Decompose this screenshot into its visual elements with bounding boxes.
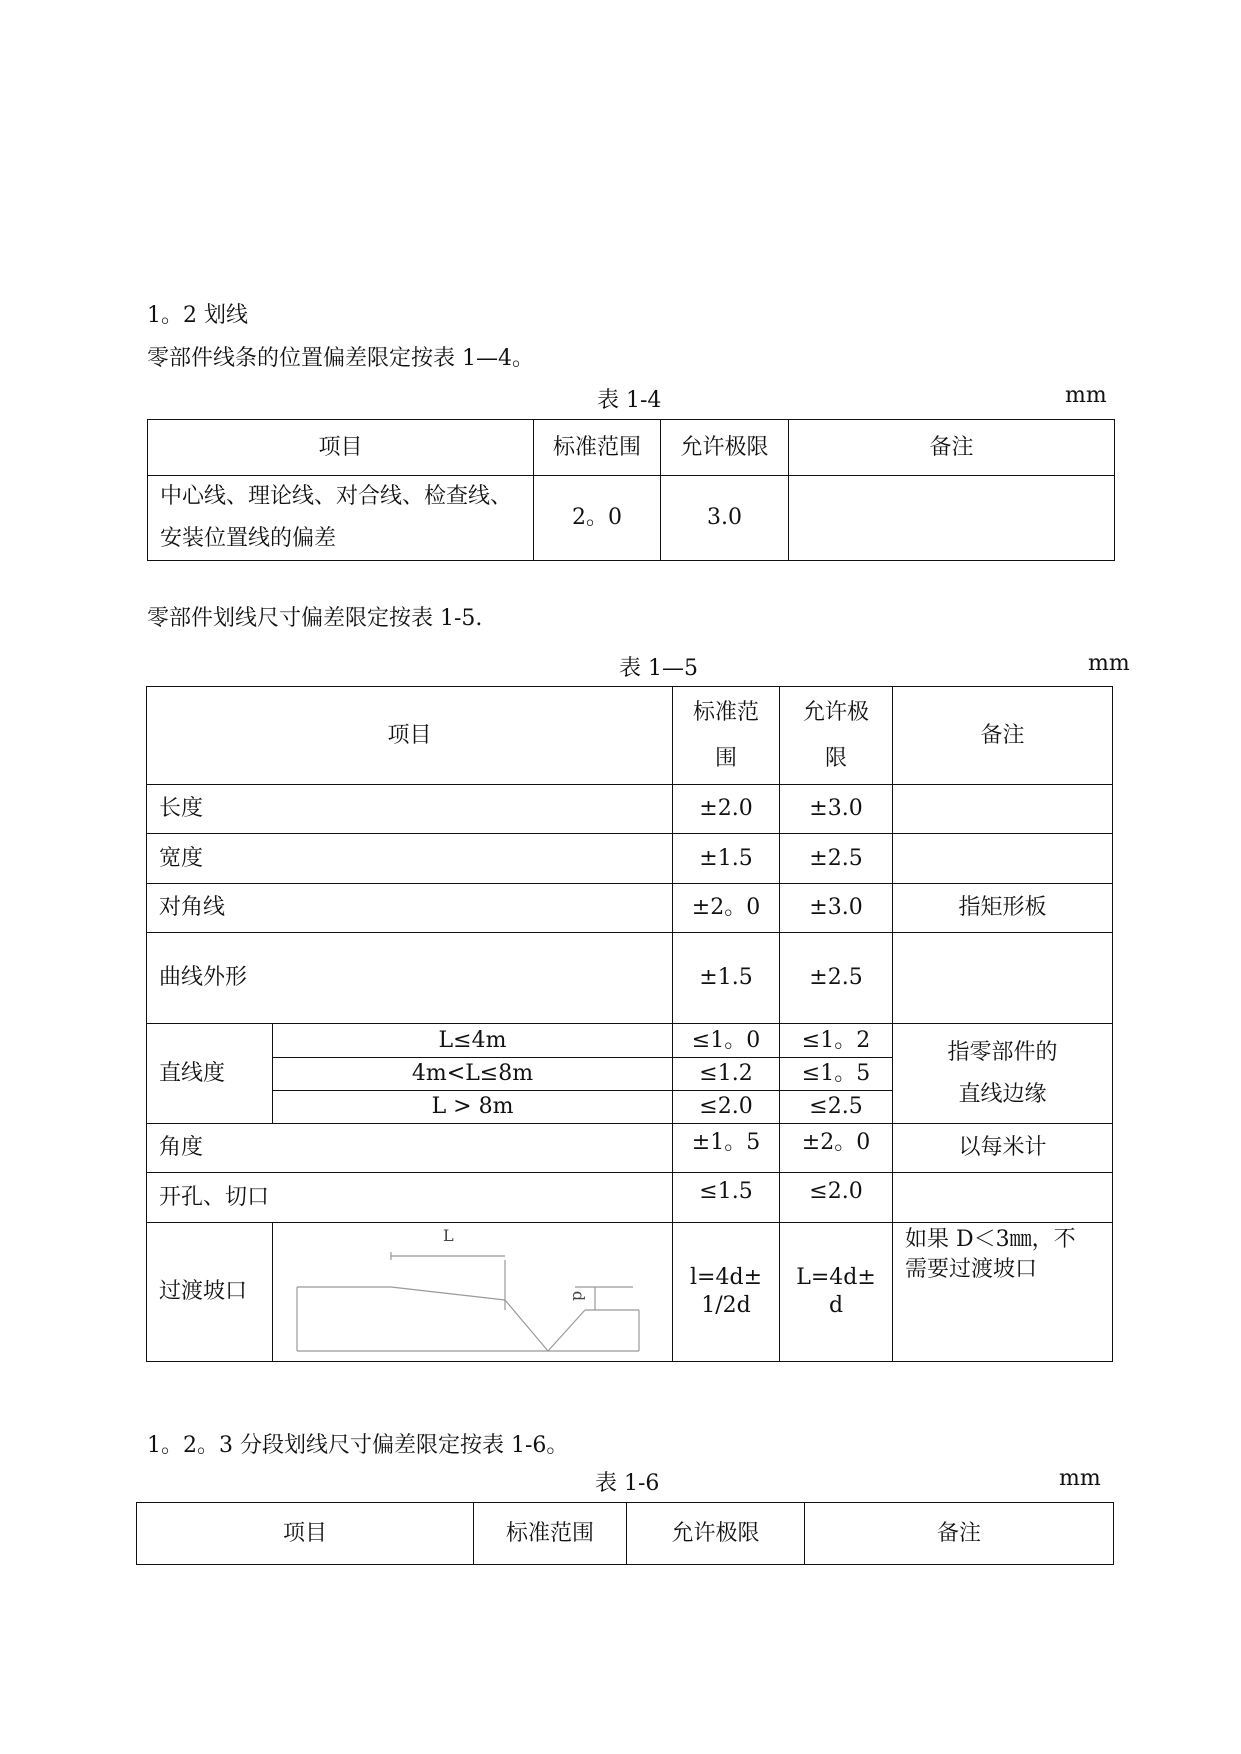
header-standard-line2: 围 bbox=[715, 745, 738, 771]
table-1-4-unit: mm bbox=[1065, 383, 1107, 408]
row-item: 对角线 bbox=[147, 884, 673, 933]
header-standard-line1: 标准范 bbox=[693, 699, 760, 725]
header-limit-line2: 限 bbox=[825, 745, 848, 771]
row-standard: ±2.0 bbox=[673, 785, 780, 834]
transition-note-line1: 如果 D＜3㎜，不 bbox=[905, 1227, 1076, 1252]
row-item: 开孔、切口 bbox=[147, 1173, 673, 1223]
table-1-4-caption: 表 1-4 bbox=[597, 388, 662, 413]
transition-item: 过渡坡口 bbox=[147, 1223, 273, 1362]
straightness-note bbox=[893, 1024, 1113, 1124]
table-1-5 bbox=[146, 686, 1113, 1362]
row-standard: ±1。5 bbox=[673, 1124, 780, 1173]
table-1-5-caption: 表 1—5 bbox=[619, 656, 698, 681]
straightness-limit: ≤2.5 bbox=[780, 1091, 893, 1124]
row-standard: ±2。0 bbox=[673, 884, 780, 933]
row-item: 角度 bbox=[147, 1124, 673, 1173]
header-standard: 标准范围 bbox=[474, 1503, 627, 1565]
straightness-item: 直线度 bbox=[147, 1024, 273, 1124]
diagram-label-d: d bbox=[569, 1290, 589, 1302]
header-limit-line1: 允许极 bbox=[803, 699, 870, 725]
transition-limit-line1: L=4d± bbox=[796, 1265, 876, 1290]
row-note bbox=[789, 476, 1115, 561]
row-limit: ±3.0 bbox=[780, 785, 893, 834]
header-note: 备注 bbox=[805, 1503, 1114, 1565]
table-1-6-caption: 表 1-6 bbox=[595, 1471, 660, 1496]
header-item: 项目 bbox=[137, 1503, 474, 1565]
section-heading: 1。2 划线 bbox=[147, 303, 248, 328]
row-standard: 2。0 bbox=[534, 476, 661, 561]
table-1-4 bbox=[147, 419, 1115, 561]
row-standard: ≤1.5 bbox=[673, 1173, 780, 1223]
row-limit: ±2.5 bbox=[780, 933, 893, 1024]
row-standard: ±1.5 bbox=[673, 834, 780, 884]
straightness-cond: L > 8m bbox=[273, 1091, 673, 1124]
row-note bbox=[893, 933, 1113, 1024]
row-item: 宽度 bbox=[147, 834, 673, 884]
transition-limit bbox=[780, 1223, 893, 1362]
header-item: 项目 bbox=[147, 687, 673, 785]
header-note: 备注 bbox=[789, 420, 1115, 476]
table-1-5-unit: mm bbox=[1088, 651, 1130, 676]
transition-standard-line1: l=4d± bbox=[690, 1265, 762, 1290]
header-item: 项目 bbox=[148, 420, 534, 476]
transition-note bbox=[893, 1223, 1113, 1362]
row-standard: ±1.5 bbox=[673, 933, 780, 1024]
header-limit bbox=[780, 687, 893, 785]
row-limit: ±2。0 bbox=[780, 1124, 893, 1173]
table-1-6 bbox=[136, 1502, 1114, 1565]
header-limit: 允许极限 bbox=[661, 420, 789, 476]
table-1-6-unit: mm bbox=[1059, 1466, 1101, 1491]
transition-standard-line2: 1/2d bbox=[701, 1293, 751, 1318]
row-note bbox=[893, 834, 1113, 884]
bevel-diagram bbox=[273, 1224, 671, 1361]
header-note: 备注 bbox=[893, 687, 1113, 785]
header-standard bbox=[673, 687, 780, 785]
transition-note-line2: 需要过渡坡口 bbox=[905, 1257, 1038, 1282]
straightness-limit: ≤1。2 bbox=[780, 1024, 893, 1058]
row-limit: ±2.5 bbox=[780, 834, 893, 884]
row-limit: ≤2.0 bbox=[780, 1173, 893, 1223]
intro-table-1-6: 1。2。3 分段划线尺寸偏差限定按表 1-6。 bbox=[147, 1433, 569, 1458]
transition-diagram-cell bbox=[273, 1223, 673, 1362]
straightness-standard: ≤2.0 bbox=[673, 1091, 780, 1124]
straightness-note-line2: 直线边缘 bbox=[958, 1081, 1047, 1107]
row-note: 以每米计 bbox=[893, 1124, 1113, 1173]
row-item: 曲线外形 bbox=[147, 933, 673, 1024]
row-limit: ±3.0 bbox=[780, 884, 893, 933]
straightness-cond: L≤4m bbox=[273, 1024, 673, 1058]
intro-table-1-4: 零部件线条的位置偏差限定按表 1—4。 bbox=[147, 346, 534, 371]
row-item-line1: 中心线、理论线、对合线、检查线、 bbox=[160, 484, 513, 509]
row-note: 指矩形板 bbox=[893, 884, 1113, 933]
straightness-standard: ≤1.2 bbox=[673, 1058, 780, 1091]
straightness-note-line1: 指零部件的 bbox=[947, 1039, 1058, 1065]
straightness-standard: ≤1。0 bbox=[673, 1024, 780, 1058]
row-item bbox=[148, 476, 534, 561]
diagram-label-L: L bbox=[443, 1226, 454, 1245]
straightness-cond: 4m<L≤8m bbox=[273, 1058, 673, 1091]
header-standard: 标准范围 bbox=[534, 420, 661, 476]
row-note bbox=[893, 785, 1113, 834]
row-note bbox=[893, 1173, 1113, 1223]
row-item: 长度 bbox=[147, 785, 673, 834]
transition-limit-line2: d bbox=[828, 1293, 844, 1318]
straightness-limit: ≤1。5 bbox=[780, 1058, 893, 1091]
row-item-line2: 安装位置线的偏差 bbox=[160, 526, 337, 551]
transition-standard bbox=[673, 1223, 780, 1362]
intro-table-1-5: 零部件划线尺寸偏差限定按表 1-5. bbox=[147, 606, 483, 631]
header-limit: 允许极限 bbox=[627, 1503, 805, 1565]
row-limit: 3.0 bbox=[661, 476, 789, 561]
